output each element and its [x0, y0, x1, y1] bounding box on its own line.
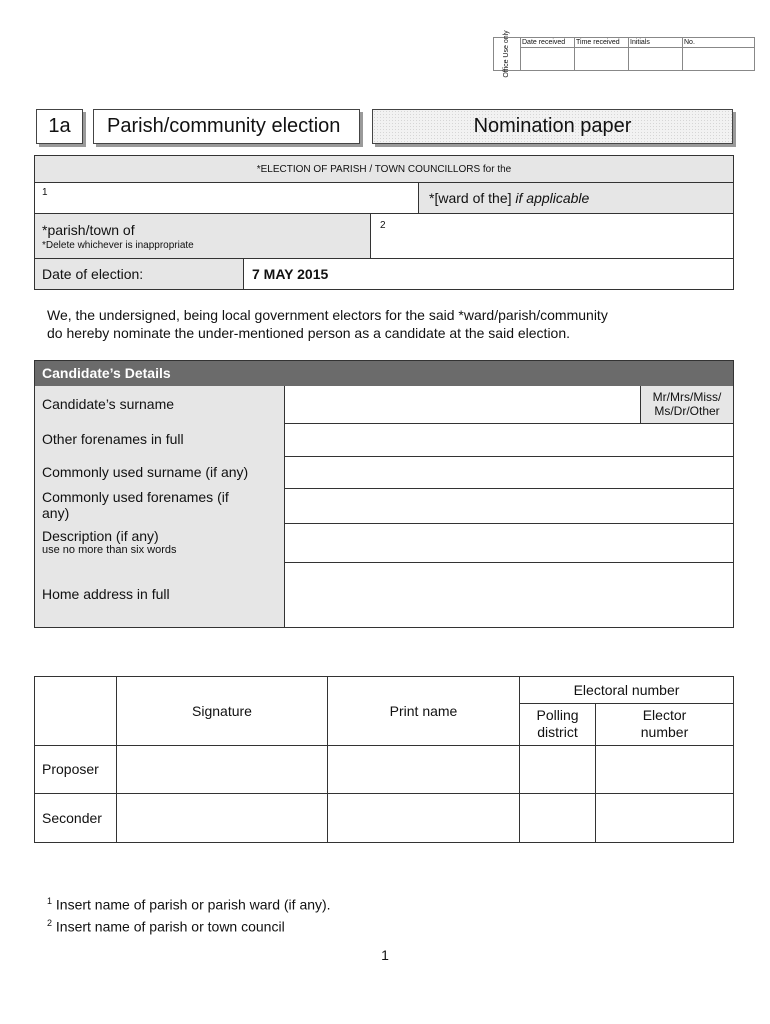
common-surname-input[interactable] [286, 456, 733, 488]
office-use-vertical-label: Office Use only [494, 38, 521, 70]
footnote-1: $^1$ Insert name of parish or parish ward (if any). [47, 896, 331, 913]
common-forenames-label: Commonly used forenames (if any) [35, 488, 285, 523]
office-initials[interactable]: Initials [628, 38, 683, 70]
parish-ward-name-field[interactable]: 1 [35, 183, 419, 214]
seconder-print-name-field[interactable] [328, 794, 519, 842]
date-value: 7 MAY 2015 [252, 266, 329, 282]
address-label: Home address in full [35, 562, 285, 627]
description-input[interactable] [286, 523, 733, 562]
forenames-label: Other forenames in full [35, 423, 285, 456]
paper-title: Nomination paper [473, 115, 632, 137]
election-type: Parish/community election [107, 115, 341, 137]
description-note: use no more than six words [42, 544, 177, 556]
seconder-label: Seconder [42, 810, 102, 826]
proposer-signature-field[interactable] [117, 746, 327, 793]
proposer-print-name-field[interactable] [328, 746, 519, 793]
page-number: 1 [381, 947, 389, 963]
parish-label-cell [35, 214, 371, 259]
office-use-box [493, 30, 755, 78]
ward-label-cell: *[ward of the] if applicable [419, 183, 733, 214]
footnote-2: $^2$ Insert name of parish or town council [47, 917, 285, 935]
parish-label: *parish/town of [42, 222, 135, 238]
candidate-details-heading: Candidate’s Details [35, 361, 733, 386]
title-options[interactable]: Mr/Mrs/Miss/ Ms/Dr/Other [640, 386, 733, 423]
surname-label: Candidate’s surname [35, 386, 285, 423]
elector-number-header: Elector number [640, 707, 689, 740]
delete-note: *Delete whichever is inappropriate [42, 240, 194, 251]
signature-header: Signature [192, 703, 252, 719]
common-surname-label: Commonly used surname (if any) [35, 456, 285, 488]
forenames-input[interactable] [286, 423, 733, 456]
electoral-number-header: Electoral number [573, 682, 680, 698]
address-input[interactable] [286, 562, 733, 627]
common-forenames-input[interactable] [286, 488, 733, 523]
election-title-line: *ELECTION OF PARISH / TOWN COUNCILLORS for the [35, 156, 733, 183]
print-name-header: Print name [389, 703, 458, 719]
surname-input[interactable] [286, 386, 640, 423]
office-date-received[interactable]: Date received [520, 38, 575, 70]
seconder-elector-number-field[interactable] [596, 794, 733, 842]
form-code-box [36, 109, 83, 144]
candidate-details-table [34, 360, 734, 628]
election-type-box [93, 109, 360, 144]
election-details-table [34, 155, 734, 290]
signatures-table [34, 676, 734, 843]
description-label: Description (if any) use no more than six words [35, 523, 285, 562]
paper-title-box [372, 109, 733, 144]
office-number[interactable]: No. [682, 38, 754, 70]
form-code: 1a [48, 115, 71, 137]
date-label: Date of election: [35, 259, 244, 289]
seconder-signature-field[interactable] [117, 794, 327, 842]
proposer-polling-district-field[interactable] [520, 746, 595, 793]
proposer-elector-number-field[interactable] [596, 746, 733, 793]
office-time-received[interactable]: Time received [574, 38, 629, 70]
seconder-polling-district-field[interactable] [520, 794, 595, 842]
intro-paragraph: We, the undersigned, being local government electors for the said *ward/parish/community do hereby nominate the under-mentioned person as a candidate at the said election. [47, 307, 608, 341]
polling-district-header: Polling district [536, 707, 579, 740]
proposer-label: Proposer [42, 761, 99, 777]
parish-council-name-field[interactable]: 2 [371, 214, 733, 259]
footnotes [47, 892, 647, 935]
